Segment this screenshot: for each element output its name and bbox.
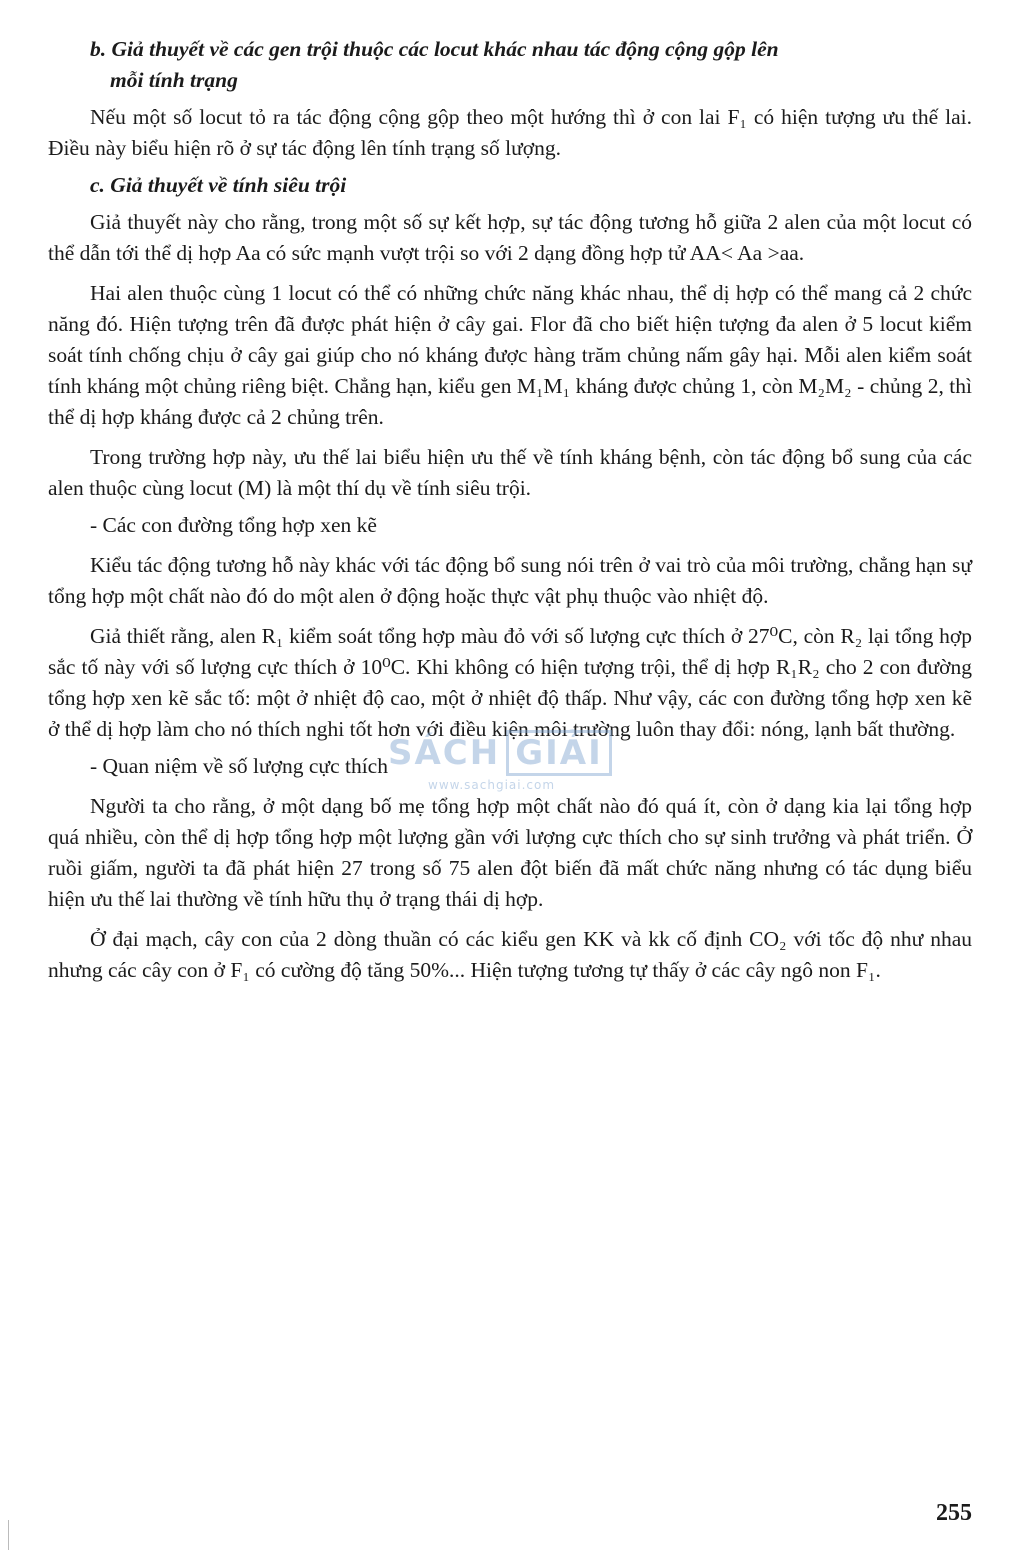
- section-c-paragraph-3: Trong trường hợp này, ưu thế lai biểu hiện ưu thế về tính kháng bệnh, còn tác động bổ sung của các alen thuộc cùng locut (M) là một thí dụ về tính siêu trội.: [48, 445, 972, 500]
- optimum-paragraph-1: Người ta cho rằng, ở một dạng bố mẹ tổng hợp một chất nào đó quá ít, còn ở dạng kia lại tổng hợp quá nhiều, còn thể dị hợp tổng hợp một lượng gần với lượng cực thích cho sự sinh trưởng và phát triển. Ở ruồi giấm, người ta đã phát hiện 27 trong số 75 alen đột biến đã mất chức năng nhưng có tác dụng biểu hiện ưu thế lai thường về tính hữu thụ ở trạng thái dị hợp.: [48, 794, 972, 911]
- alt-pathways-paragraph-2: Giả thiết rằng, alen R₁ kiểm soát tổng hợp màu đỏ với số lượng cực thích ở 27⁰C, còn R₂ lại tổng hợp sắc tố này với số lượng cực thích ở 10⁰C. Khi không có hiện tượng trội, thể dị hợp R₁R₂ cho 2 con đường tổng hợp xen kẽ sắc tố: một ở nhiệt độ cao, một ở nhiệt độ thấp. Như vậy, các con đường tổng hợp xen kẽ ở thể dị hợp làm cho nó thích nghi tốt hơn với điều kiện môi trường luôn thay đổi: nóng, lạnh bất thường.: [48, 624, 972, 741]
- section-c-paragraph-1: Giả thuyết này cho rằng, trong một số sự kết hợp, sự tác động tương hỗ giữa 2 alen của một locut có thể dẫn tới thể dị hợp Aa có sức mạnh vượt trội so với 2 dạng đồng hợp tử AA< Aa >aa.: [48, 210, 972, 265]
- section-c-paragraph-2: Hai alen thuộc cùng 1 locut có thể có những chức năng khác nhau, thể dị hợp có thể mang cả 2 chức năng đó. Hiện tượng trên đã được phát hiện ở cây gai. Flor đã cho biết hiện tượng đa alen ở 5 locut kiểm soát tính chống chịu ở cây gai giúp cho nó kháng được hàng trăm chủng nấm gây hại. Mỗi alen kiểm soát tính kháng một chủng riêng biệt. Chẳng hạn, kiểu gen M₁M₁ kháng được chủng 1, còn M₂M₂ - chủng 2, thì thể dị hợp kháng được cả 2 chủng trên.: [48, 281, 972, 429]
- watermark-url: www.sachgiai.com: [428, 778, 556, 792]
- section-b-heading-line2: mỗi tính trạng: [110, 68, 238, 92]
- section-c-heading: c. Giả thuyết về tính siêu trội: [90, 173, 347, 197]
- page-body: [48, 34, 972, 986]
- alt-pathways-heading: - Các con đường tổng hợp xen kẽ: [90, 513, 377, 537]
- watermark-brand-left: SÁCH: [388, 733, 501, 773]
- optimum-paragraph-2: Ở đại mạch, cây con của 2 dòng thuần có các kiểu gen KK và kk cố định CO₂ với tốc độ như nhau nhưng các cây con ở F₁ có cường độ tăng 50%... Hiện tượng tương tự thấy ở các cây ngô non F₁.: [48, 927, 972, 982]
- section-b-heading-line1: b. Giả thuyết về các gen trội thuộc các locut khác nhau tác động cộng gộp lên: [90, 37, 779, 61]
- page-number: 255: [936, 1500, 972, 1526]
- optimum-heading: - Quan niệm về số lượng cực thích: [90, 754, 388, 778]
- section-b-paragraph: Nếu một số locut tỏ ra tác động cộng gộp theo một hướng thì ở con lai F₁ có hiện tượng ưu thế lai. Điều này biểu hiện rõ ở sự tác động lên tính trạng số lượng.: [48, 105, 972, 160]
- section-b-heading: [48, 34, 972, 96]
- alt-pathways-paragraph-1: Kiểu tác động tương hỗ này khác với tác động bổ sung nói trên ở vai trò của môi trường, chẳng hạn sự tổng hợp một chất nào đó do một alen ở động hoặc thực vật phụ thuộc vào nhiệt độ.: [48, 553, 972, 608]
- watermark-brand-right: GIẢI: [506, 730, 612, 776]
- scan-edge-mark: [8, 1520, 9, 1550]
